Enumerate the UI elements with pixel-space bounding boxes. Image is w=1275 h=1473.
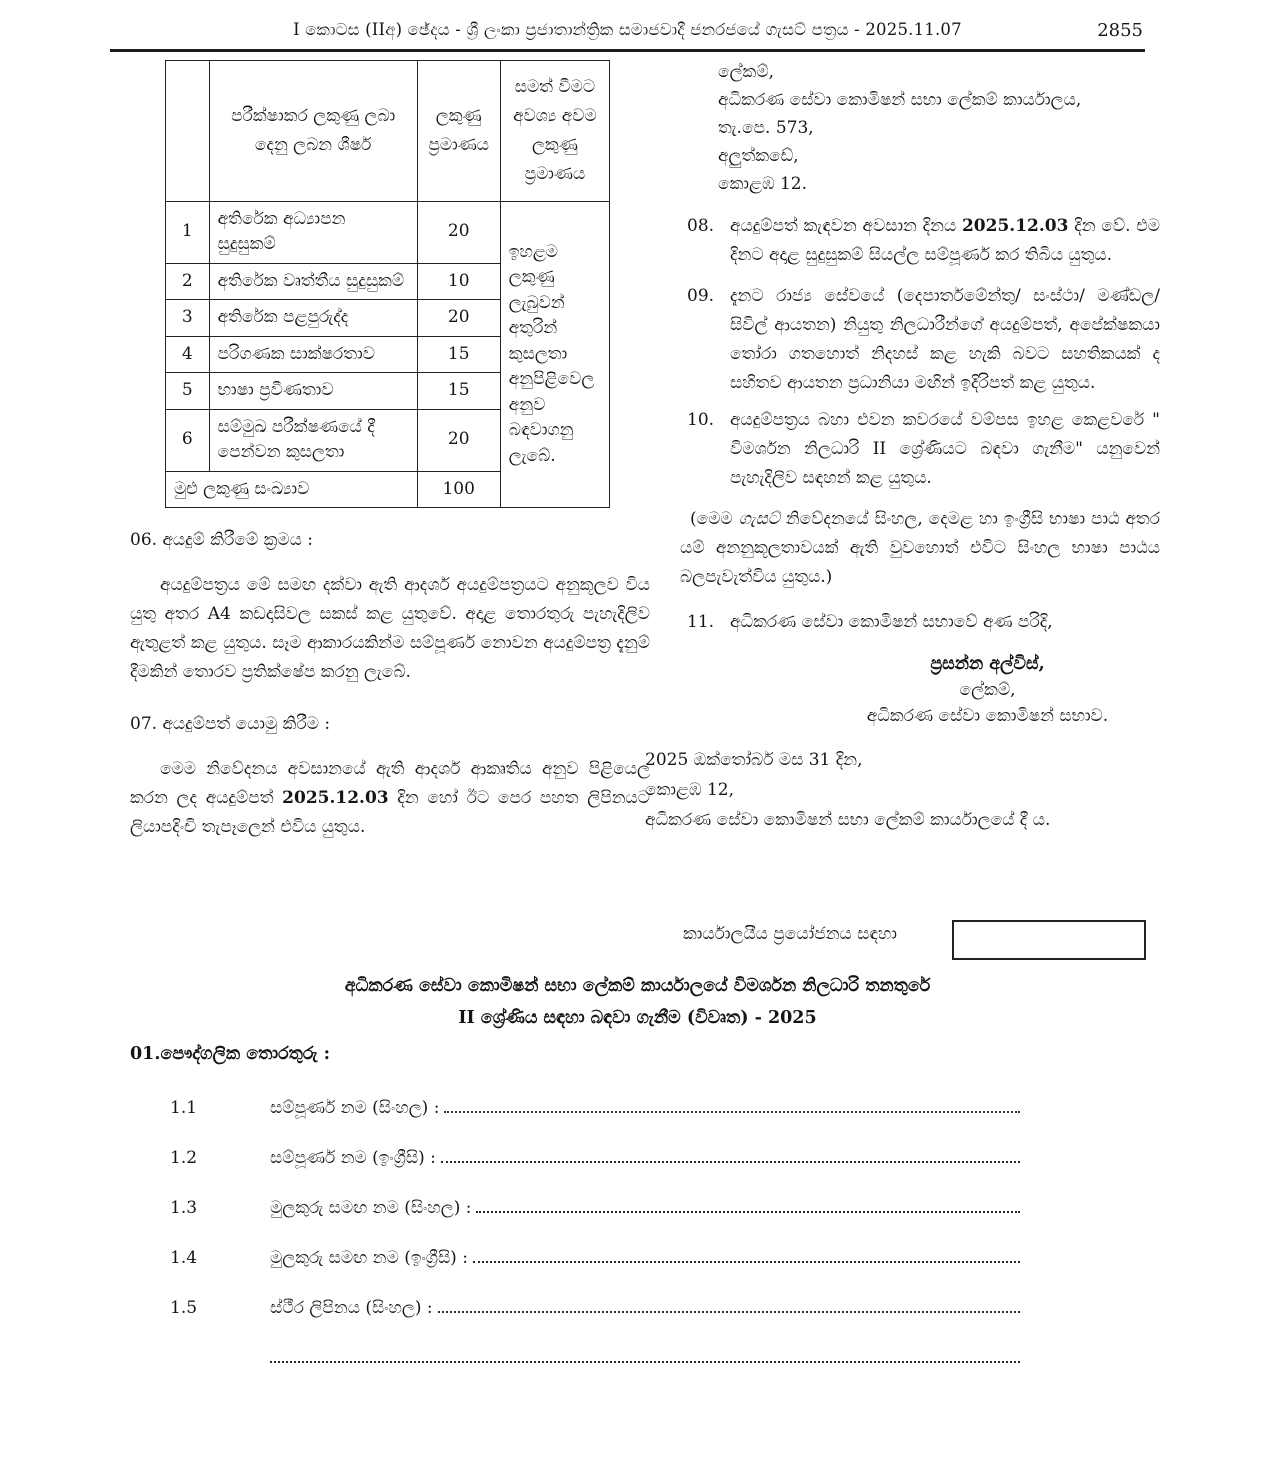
row-marks: 10 (417, 263, 500, 300)
field-row-full-name-english (170, 1140, 1020, 1168)
item-10-text: අයදුම්පත්‍රය බහා එවන කවරයේ වම්පස ඉහළ කෙළවරේ " විමර්ශන නිලධාරි II ශ්‍රේණියට බඳවා ගැනීම" යනුවෙන් පැහැදිලිව සඳහන් කළ යුතුය. (730, 410, 1160, 488)
item-08-text-after: දින වේ. එම දිනට අදාළ සුදුසුකම් සියල්ල සම්පූර්ණ කර තිබිය යුතුය. (730, 216, 1161, 265)
header-empty (166, 61, 210, 202)
dateline-block (645, 745, 1160, 835)
row-no: 6 (166, 409, 210, 471)
field-row-name-with-initials-sinhala (170, 1190, 1020, 1218)
header-marks: ලකුණු ප්‍රමාණය (417, 61, 500, 202)
note-gazette-word: ගැසට් (738, 509, 780, 529)
page-header (110, 20, 1145, 52)
dateline-date: 2025 ඔක්තෝබර් මස 31 දින, (645, 750, 863, 770)
section-06-paragraph: අයදුම්පත්‍රය මේ සමඟ දක්වා ඇති ආදර්ශ අයදුම්පත්‍රයට අනුකූලව විය යුතු අතර A4 කඩදාසිවල සකස් කළ යුතුවේ. අදාළ තොරතුරු පැහැදිලිව ඇතුළත් කළ යුතුය. සෑම ආකාරයකින්ම සම්පූර්ණ නොවන අයදුම්පත්‍ර දැනුම් දීමකින් තොරව ප්‍රතික්ෂේප කරනු ලැබේ. (130, 575, 650, 683)
form-title-line2: II ශ්‍රේණිය සඳහා බඳවා ගැනීම (විවෘත) - 2025 (458, 1008, 817, 1028)
field-number: 1.1 (170, 1098, 198, 1118)
closing-date: 2025.12.03 (282, 788, 389, 809)
field-label: මුලකුරු සමඟ නම (සිංහල) : (270, 1198, 472, 1218)
address-line: තැ.පෙ. 573, (718, 118, 814, 138)
row-subject: අතිරේක වෘත්තීය සුදුසුකම් (209, 263, 417, 300)
row-marks: 15 (417, 336, 500, 373)
address-line: ලේකම්, (718, 62, 774, 82)
signatory-title: ලේකම්, (959, 680, 1016, 700)
row-subject: සම්මුඛ පරීක්ෂණයේ දී පෙන්වන කුසලතා (209, 409, 417, 471)
marks-table (165, 60, 610, 508)
row-no: 2 (166, 263, 210, 300)
total-value: 100 (417, 471, 500, 508)
section-07-text-after: දින හෝ ඊට පෙර පහත ලිපිනයට ලියාපදිංචි තැපෑලෙන් එවිය යුතුය. (130, 788, 650, 838)
dotted-fill-line (441, 1160, 1020, 1163)
row-subject: අතිරේක පළපුරුද්ද (209, 300, 417, 337)
office-use-box (952, 920, 1146, 960)
gazette-header-title: I කොටස (IIඅ) ඡේදය - ශ්‍රී ලංකා ප්‍රජාතාන්ත්‍රික සමාජවාදී ජනරජයේ ගැසට් පත්‍රය - 2025.11.07 (293, 20, 962, 39)
row-subject: භාෂා ප්‍රවීණතාව (209, 373, 417, 410)
postal-address (718, 58, 1160, 198)
item-11-number: 11. (687, 612, 715, 632)
field-label: මුලකුරු සමඟ නම (ඉංග්‍රීසි) : (270, 1248, 468, 1268)
item-09 (645, 282, 1160, 398)
field-row-address-continuation (170, 1340, 1020, 1368)
item-09-number: 09. (687, 286, 715, 306)
row-marks: 20 (417, 409, 500, 471)
row-marks: 15 (417, 373, 500, 410)
office-use-label: කාර්යාලයීය ප්‍රයෝජනය සඳහා (683, 924, 898, 944)
row-no: 1 (166, 201, 210, 263)
signatory-name: ප්‍රසන්න අල්විස්, (930, 654, 1045, 674)
signatory-org: අධිකරණ සේවා කොමිෂන් සභාව. (866, 706, 1109, 726)
table-header-row (166, 61, 610, 202)
dotted-fill-line (473, 1260, 1020, 1263)
section-07-paragraph (130, 755, 650, 842)
field-label: සම්පූර්ණ නම (ඉංග්‍රීසි) : (270, 1148, 436, 1168)
field-label: සම්පූර්ණ නම (සිංහල) : (270, 1098, 440, 1118)
section-06-heading: 06. අයදුම් කිරීමේ ක්‍රමය : (130, 530, 313, 551)
row-no: 5 (166, 373, 210, 410)
dotted-fill-line (438, 1310, 1020, 1313)
dotted-fill-line (476, 1210, 1020, 1213)
dateline-office: අධිකරණ සේවා කොමිෂන් සභා ලේකම් කාර්යාලයේ දී ය. (645, 810, 1051, 830)
header-subject: පරීක්ෂාකර ලකුණු ලබා දෙනු ලබන ශීර්ෂ (209, 61, 417, 202)
item-11 (645, 608, 1160, 637)
page-number: 2855 (1097, 20, 1143, 41)
item-08-number: 08. (687, 216, 715, 236)
field-label: ස්ථීර ලිපිනය (සිංහල) : (270, 1298, 433, 1318)
dateline-city: කොළඹ 12, (645, 780, 734, 800)
dotted-fill-line (444, 1110, 1020, 1113)
header-min-marks: සමත් වීමට අවශ්‍ය අවම ලකුණු ප්‍රමාණය (500, 61, 609, 202)
address-line: කොළඹ 12. (718, 174, 807, 194)
total-label: මුළු ලකුණු සංඛ්‍යාව (166, 471, 418, 508)
dotted-fill-line (270, 1360, 1020, 1363)
personal-info-fields (170, 1090, 1020, 1390)
field-number: 1.2 (170, 1148, 198, 1168)
application-form-title (115, 970, 1160, 1034)
table-row (166, 201, 610, 263)
item-11-text: අධිකරණ සේවා කොමිෂන් සභාවේ අණ පරිදි, (730, 612, 1053, 632)
item-09-text: දැනට රාජ්‍ය සේවයේ (දෙපාර්තමේන්තු/ සංස්ථා/ මණ්ඩල/ සිවිල් ආයතන) නියුතු නිලධාරීන්ගේ අයදුම්පත්, අපේක්ෂකයා තෝරා ගතහොත් නිදහස් කළ හැකි බවට සහතිකයක් ද සහිතව ආයතන ප්‍රධානියා මඟින් ඉදිරිපත් කළ යුතුය. (730, 286, 1160, 393)
section-01-heading: 01.පෞද්ගලික තොරතුරු : (130, 1044, 331, 1064)
section-07-heading: 07. අයදුම්පත් යොමු කිරීම : (130, 714, 331, 735)
language-precedence-note (645, 505, 1160, 592)
field-number: 1.5 (170, 1298, 198, 1318)
field-row-name-with-initials-english (170, 1240, 1020, 1268)
note-text-after: නිවේදනයේ සිංහල, දෙමළ හා ඉංග්‍රීසි භාෂා පාඨ අතර යම් අනනුකූලතාවයක් ඇති වුවහොත් එවිට සිංහල භාෂා පාඨය බලපැවැත්විය යුතුය.) (680, 509, 1161, 587)
row-marks: 20 (417, 201, 500, 263)
item-08 (645, 212, 1160, 270)
address-line: අලුත්කඩේ, (718, 146, 799, 166)
item-10-number: 10. (687, 410, 715, 430)
field-number: 1.3 (170, 1198, 198, 1218)
right-column (645, 58, 1160, 835)
row-subject: අතිරේක අධ්‍යාපන සුදුසුකම් (209, 201, 417, 263)
row-no: 4 (166, 336, 210, 373)
field-number: 1.4 (170, 1248, 198, 1268)
left-column (130, 60, 650, 842)
row-subject: පරිගණක සාක්ෂරතාව (209, 336, 417, 373)
item-08-text-before: අයදුම්පත් කැඳවන අවසාන දිනය (730, 216, 962, 236)
closing-date: 2025.12.03 (961, 216, 1069, 236)
field-row-permanent-address-sinhala (170, 1290, 1020, 1318)
item-10 (645, 406, 1160, 493)
note-text-before: (මෙම (690, 509, 739, 529)
row-marks: 20 (417, 300, 500, 337)
address-line: අධිකරණ සේවා කොමිෂන් සභා ලේකම් කාර්යාලය, (718, 90, 1082, 110)
form-title-line1: අධිකරණ සේවා කොමිෂන් සභා ලේකම් කාර්යාලයේ විමර්ශන නිලධාරි තනතුරේ (344, 976, 931, 996)
pass-note-cell: ඉහළම ලකුණු ලැබුවන් අතුරින් කුසලතා අනුපිළිවෙල අනුව බඳවාගනු ලැබේ. (500, 201, 609, 508)
signature-block (815, 651, 1160, 729)
section-07-text-before: මෙම නිවේදනය අවසානයේ ඇති ආදර්ශ ආකෘතිය අනුව පිළියෙල කරන ලද අයදුම්පත් (130, 759, 650, 809)
field-row-full-name-sinhala (170, 1090, 1020, 1118)
row-no: 3 (166, 300, 210, 337)
